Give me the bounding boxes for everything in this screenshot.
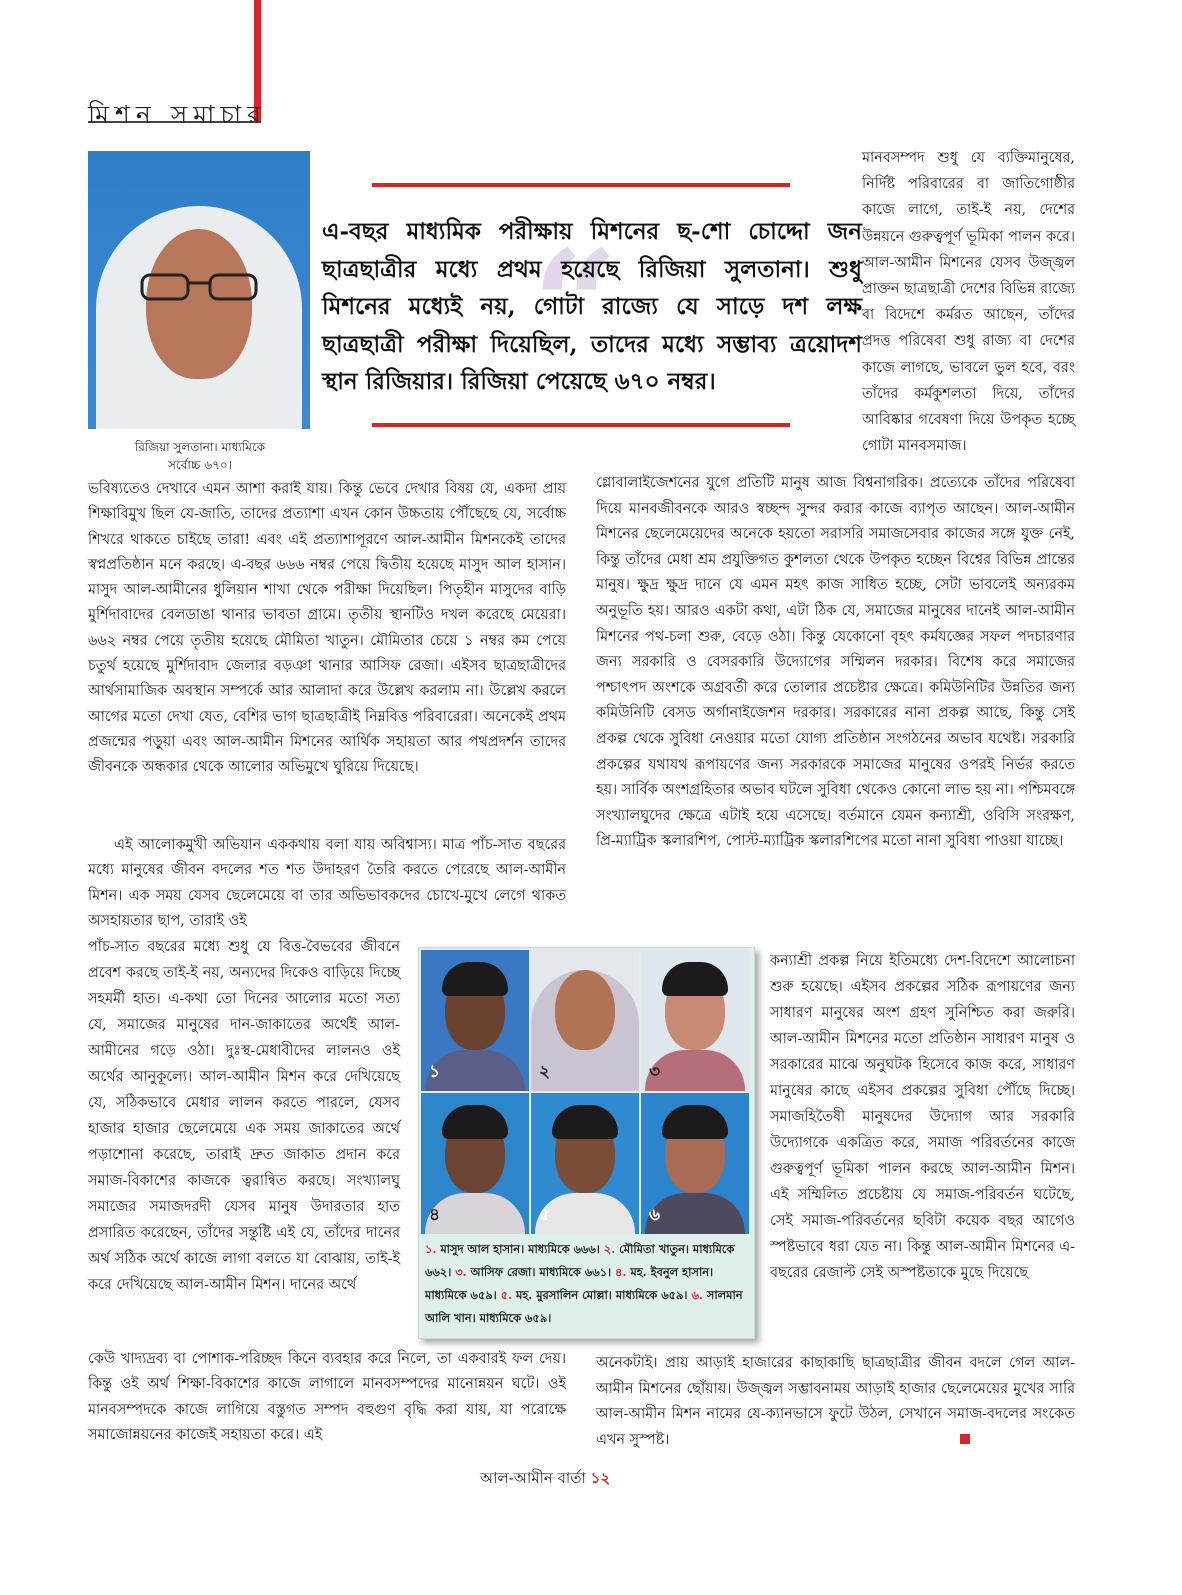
caption-number: ৬. <box>691 1288 703 1302</box>
caption-number: ৩. <box>455 1265 467 1279</box>
caption-text: মাসুদ আল হাসান। মাধ্যমিকে ৬৬৬। <box>436 1242 604 1256</box>
student-photo-2 <box>531 950 639 1091</box>
article-left-bottom: কেউ খাদ্যদ্রব্য বা পোশাক-পরিচ্ছদ কিনে ব্যবহার করে নিলে, তা একবারই ফল দেয়। কিন্তু ওই অর্থ শিক্ষা-বিকাশের কাজে লাগালে মানবসম্পদের মানোন্নয়ন ঘটে। ওই মানবসম্পদকে কাজে লাগিয়ে বস্তুগত সম্পদ বহুগুণ বৃদ্ধি করা যায়, যা পরোক্ষে সমাজোন্নয়নের কাজেই সহায়তা করে। এই <box>88 1351 566 1443</box>
portrait-caption-line2: সর্বোচ্চ ৬৭০। <box>167 458 233 472</box>
photo-number-5: ৫ <box>539 1205 551 1225</box>
student-photo-4 <box>421 1093 529 1234</box>
student-hair <box>552 1105 618 1139</box>
photo-number-3: ৩ <box>649 1062 661 1082</box>
article-right-bottom: অনেকটাই। প্রায় আড়াই হাজারের কাছাকাছি ছাত্রছাত্রীর জীবন বদলে গেল আল-আমীন মিশনের ছোঁয়ায়। উজ্জ্বল সম্ভাবনাময় আড়াই হাজার ছেলেমেয়ের মুখের সারি আল-আমীন মিশন নামের যে-ক্যানভাসে ফুটে উঠল, সেখানে সমাজ-বদলের সংকেত এখন সুস্পষ্ট। <box>596 1355 1075 1448</box>
student-photo-caption <box>425 1238 747 1330</box>
student-photo-6 <box>641 1093 749 1234</box>
caption-text: সালমান আলি খান। মাধ্যমিকে ৬৫৯। <box>425 1288 743 1325</box>
article-left-p2: এই আলোকমুখী অভিযান এককথায় বলা যায় অবিশ্বাস্য। মাত্র পাঁচ-সাত বছরের মধ্যে মানুষের জীবন বদলের শত শত উদাহরণ তৈরি করতে পেরেছে আল-আমীন মিশন। এক সময় যেসব ছেলেমেয়ে বা তার অভিভাবকদের চোখে-মুখে লেগে থাকত অসহায়তার ছাপ, তারাই ওই <box>88 837 566 929</box>
student-hair <box>442 962 508 996</box>
caption-text: মহ. মুরসালিন মোল্লা। মাধ্যমিকে ৬৫৯। <box>512 1288 692 1302</box>
page-footer <box>480 1467 610 1492</box>
portrait-photo <box>88 151 310 429</box>
portrait-face <box>146 229 252 379</box>
student-photo-1 <box>421 950 529 1091</box>
magazine-name: আল-আমীন বার্তা <box>480 1469 586 1487</box>
student-face <box>555 970 615 1050</box>
section-title: মিশন সমাচার <box>88 100 267 129</box>
photo-number-4: ৪ <box>429 1205 441 1225</box>
article-left-p1: ভবিষ্যতেও দেখাবে এমন আশা করাই যায়। কিন্তু ভেবে দেখার বিষয় যে, একদা প্রায় শিক্ষাবিমুখ ছিল যে-জাতি, তাদের প্রত্যাশা এখন কোন উচ্চতায় পৌঁছেছে যে, সর্বোচ্চ শিখরে থাকতে চাইছে তারা! এবং এই প্রত্যাশাপূরণে আল-আমীন মিশনকেই তাদের স্বপ্নপ্রতিষ্ঠান মনে করছে। এ-বছর ৬৬৬ নম্বর পেয়ে দ্বিতীয় হয়েছে মাসুদ আল হাসান। মাসুদ আল-আমীনের ধুলিয়ান শাখা থেকে পরীক্ষা দিয়েছিল। পিতৃহীন মাসুদের বাড়ি মুর্শিদাবাদের বেলডাঙা থানার ভাবতা গ্রামে। তৃতীয় স্থানটিও দখল করেছে মেয়েরা। ৬৬২ নম্বর পেয়ে তৃতীয় হয়েছে মৌমিতা খাতুন। মৌমিতার চেয়ে ১ নম্বর কম পেয়ে চতুর্থ হয়েছে মুর্শিদাবাদ জেলার বড়ঞা থানার আসিফ রেজা। এইসব ছাত্রছাত্রীদের আর্থসামাজিক অবস্থান সম্পর্কে আর আলাদা করে উল্লেখ করলাম না। উল্লেখ করলে আগের মতো দেখা যেত, বেশির ভাগ ছাত্রছাত্রীই নিম্নবিত্ত পরিবারেরা। অনেকেই প্রথম প্রজন্মের পড়ুয়া এবং আল-আমীন মিশনের আর্থিক সহায়তা আর পথপ্রদর্শন তাদের জীবনকে অন্ধকার থেকে আলোর অভিমুখে ঘুরিয়ে দিয়েছে। <box>88 481 566 776</box>
quote-mark-icon: “ <box>532 218 619 394</box>
photo-number-2: ২ <box>539 1062 551 1082</box>
article-right-narrow: কন্যাশ্রী প্রকল্প নিয়ে ইতিমধ্যে দেশ-বিদেশে আলোচনা শুরু হয়েছে। এইসব প্রকল্পের সঠিক রূপায়ণের জন্য সাধারণ মানুষের অংশ গ্রহণ সুনিশ্চিত করা জরুরি। আল-আমীন মিশনের মতো প্রতিষ্ঠান সাধারণ মানুষ ও সরকারের মাঝে অনুঘটক হিসেবে কাজ করে, সাধারণ মানুষের কাছে এইসব প্রকল্পের সুবিধা পৌঁছে দিচ্ছে। সমাজহিতৈষী মানুষদের উদ্যোগ আর সরকারি উদ্যোগকে একত্রিত করে, সমাজ পরিবর্তনের কাজে গুরুত্বপূর্ণ ভূমিকা পালন করছে আল-আমীন মিশন। এই সম্মিলিত প্রচেষ্টায় যে সমাজ-পরিবর্তন ঘটেছে, সেই সমাজ-পরিবর্তনের ছবিটা কয়েক বছর আগেও স্পষ্টভাবে ধরা যেত না। কিন্তু আল-আমীন মিশনের এ-বছরের রেজাল্ট সেই অস্পষ্টতাকে মুছে দিয়েছে <box>770 953 1075 1281</box>
portrait-caption-line1: রিজিয়া সুলতানা। মাধ্যমিকে <box>134 440 266 454</box>
caption-text: মহ. ইবনুল হাসান। মাধ্যমিকে ৬৫৯। <box>425 1265 714 1302</box>
page-number: ১২ <box>590 1469 611 1487</box>
caption-number: ১. <box>425 1242 437 1256</box>
caption-number: ৫. <box>500 1288 512 1302</box>
student-hair <box>662 1105 728 1139</box>
caption-number: ২. <box>603 1242 616 1256</box>
article-right-column: গ্লোবালাইজেশনের যুগে প্রতিটি মানুষ আজ বিশ্বনাগরিক। প্রত্যেকে তাঁদের পরিষেবা দিয়ে মানবজীবনকে আরও স্বচ্ছন্দ সুন্দর করার কাজে ব্যাপৃত আছেন। আল-আমীন মিশনের ছেলেমেয়েদের অনেকে হয়তো সরাসরি সমাজসেবার কাজের সঙ্গে যুক্ত নেই, কিন্তু তাঁদের মেধা শ্রম প্রযুক্তিগত কুশলতা থেকে উপকৃত হচ্ছেন বিশ্বের বিভিন্ন প্রান্তের মানুষ। ক্ষুদ্র ক্ষুদ্র দানে যে এমন মহৎ কাজ সাধিত হচ্ছে, সেটা ভাবলেই অন্যরকম অনুভূতি হয়। আরও একটা কথা, এটা ঠিক যে, সমাজের মানুষের দানেই আল-আমীন মিশনের পথ-চলা শুরু, বেড়ে ওঠা। কিন্তু যেকোনো বৃহৎ কর্মযজ্ঞের সফল পদচারণার জন্য সরকারি ও বেসরকারি উদ্যোগের সম্মিলন দরকার। বিশেষ করে সমাজের পশ্চাৎপদ অংশকে অগ্রবর্তী করে তোলার প্রচেষ্টার ক্ষেত্রে। কমিউনিটির উন্নতির জন্য কমিউনিটি বেসড অর্গানাইজেশন দরকার। সরকারের নানা প্রকল্প আছে, কিন্তু সেই প্রকল্প থেকে সুবিধা নেওয়ার মতো যোগ্য প্রতিষ্ঠান সংগঠনের অভাব যথেষ্ট। সরকারি প্রকল্পের যথাযথ রূপায়ণের জন্য সরকারকে সমাজের মানুষের ওপরই নির্ভর করতে হয়। সার্বিক অংশগ্রহিতার অভাব ঘটলে সুবিধা থেকেও কোনো লাভ হয় না। পশ্চিমবঙ্গে সংখ্যালঘুদের ক্ষেত্রে এটাই হয়ে এসেছে। বর্তমানে যেমন কন্যাশ্রী, ওবিসি সংরক্ষণ, প্রি-ম্যাট্রিক স্কলারশিপ, পোস্ট-ম্যাট্রিক স্কলারশিপের মতো নানা সুবিধা পাওয়া যাচ্ছে। <box>596 475 1075 850</box>
student-photo-box <box>418 947 755 1339</box>
end-mark-icon <box>960 1434 970 1444</box>
student-photo-3 <box>641 950 749 1091</box>
article-right-top: মানবসম্পদ শুধু যে ব্যক্তিমানুষের, নির্দিষ্ট পরিবারের বা জাতিগোষ্ঠীর কাজে লাগে, তাই-ই নয়, দেশের উন্নয়নে গুরুত্বপূর্ণ ভূমিকা পালন করে। আল-আমীন মিশনের যেসব উজ্জ্বল প্রাক্তন ছাত্রছাত্রী দেশের বিভিন্ন রাজ্যে বা বিদেশে কর্মরত আছেন, তাঁদের প্রদত্ত পরিষেবা শুধু রাজ্য বা দেশের কাজে লাগছে, ভাবলে ভুল হবে, বরং তাঁদের কর্মকুশলতা দিয়ে, তাঁদের আবিষ্কার গবেষণা দিয়ে উপকৃত হচ্ছে গোটা মানবসমাজ। <box>862 150 1075 455</box>
article-left-narrow: পাঁচ-সাত বছরের মধ্যে শুধু যে বিত্ত-বৈভবের জীবনে প্রবেশ করছে তাই-ই নয়, অন্যদের দিকেও বাড়িয়ে দিচ্ছে সহমর্মী হাত। এ-কথা তো দিনের আলোর মতো সত্য যে, সমাজের মানুষের দান-জাকাতের অর্থেই আল-আমীনের গড়ে ওঠা। দুঃস্থ-মেধাবীদের লালনও ওই অর্থের আনুকূল্যে। আল-আমীন মিশন করে দেখিয়েছে যে, সঠিকভাবে মেধার লালন করতে পারলে, যেসব হাজার হাজার ছেলেমেয়ে এক সময় জাকাতের অর্থে পড়াশোনা করেছে, তারাই দ্রুত জাকাত প্রদান করে সমাজ-বিকাশের কাজকে ত্বরান্বিত করছে। সংখ্যালঘু সমাজের সমাজদরদী যেসব মানুষ উদারতার হাত প্রসারিত করেছেন, তাঁদের সন্তুষ্টি এই যে, তাঁদের দানের অর্থ সঠিক অর্থে কাজে লাগা বলতে যা বোঝায়, তাই-ই করে দেখিয়েছে আল-আমীন মিশন। দানের অর্থে <box>88 939 400 1293</box>
student-hair <box>442 1105 508 1139</box>
caption-text: মৌমিতা খাতুন। মাধ্যমিকে ৬৬২। <box>425 1242 735 1279</box>
pullquote-text: এ-বছর মাধ্যমিক পরীক্ষায় মিশনের ছ-শো চোদ্দো জন ছাত্রছাত্রীর মধ্যে প্রথম হয়েছে রিজিয়া সুলতানা। শুধু মিশনের মধ্যেই নয়, গোটা রাজ্যে যে সাড়ে দশ লক্ষ ছাত্রছাত্রী পরীক্ষা দিয়েছিল, তাদের মধ্যে সম্ভাব্য ত্রয়োদশ স্থান রিজিয়ার। রিজিয়া পেয়েছে ৬৭০ নম্বর। <box>322 218 862 395</box>
pullquote-top-rule <box>372 183 790 187</box>
student-hair <box>662 962 728 996</box>
caption-text: আসিফ রেজা। মাধ্যমিকে ৬৬১। <box>466 1265 616 1279</box>
pullquote-bottom-rule <box>372 423 790 427</box>
portrait-caption <box>100 438 300 474</box>
caption-number: ৪. <box>615 1265 627 1279</box>
photo-number-1: ১ <box>429 1062 441 1082</box>
student-photo-5 <box>531 1093 639 1234</box>
glasses-icon <box>138 271 260 303</box>
photo-number-6: ৬ <box>649 1205 661 1225</box>
